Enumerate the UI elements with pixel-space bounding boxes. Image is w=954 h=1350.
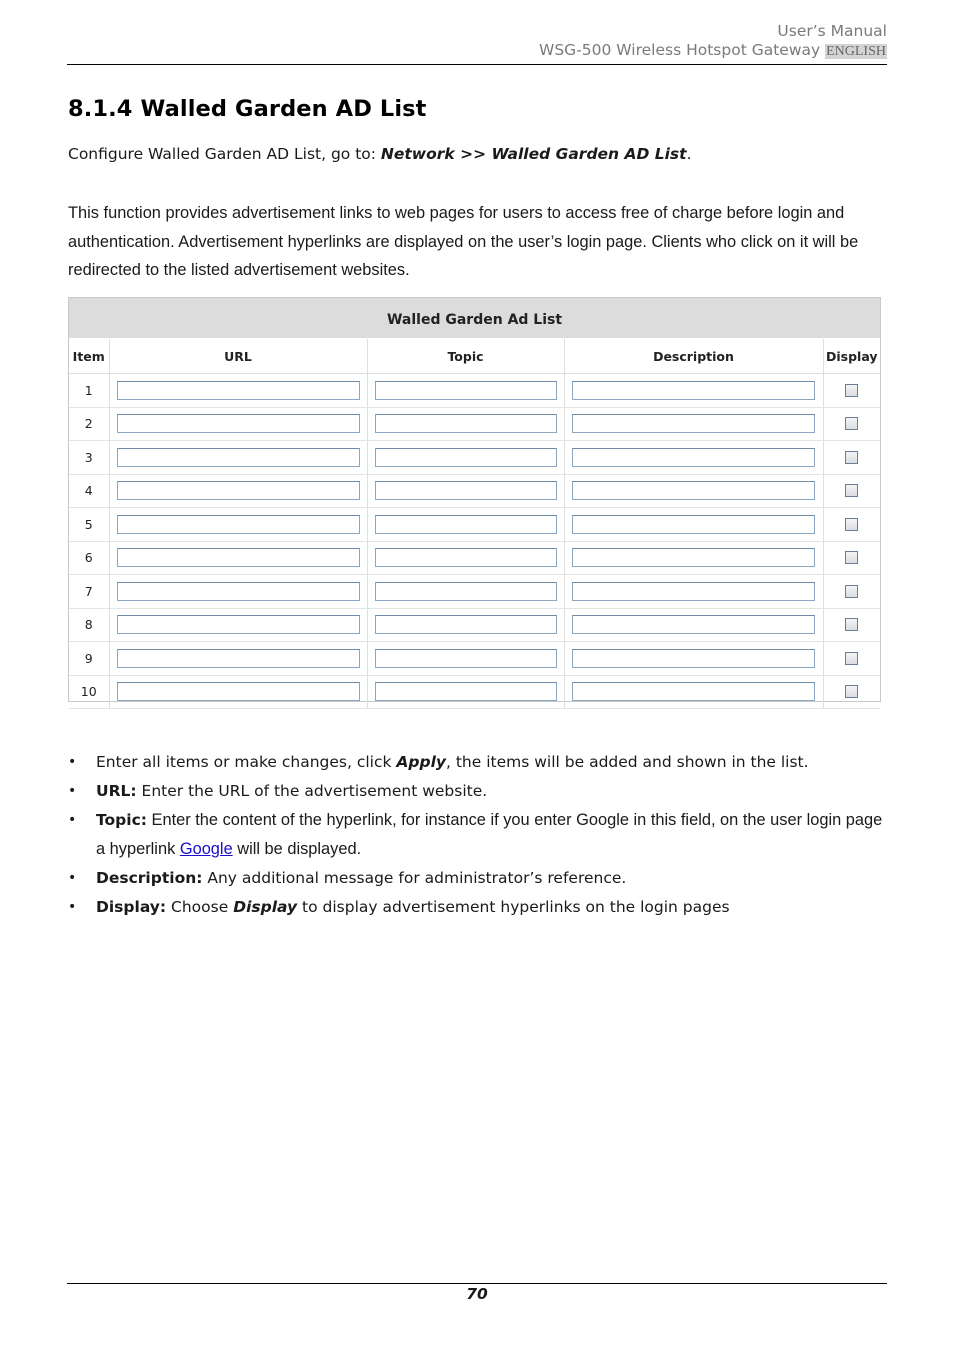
intro-prefix: Configure Walled Garden AD List, go to: — [68, 145, 381, 163]
item-number: 9 — [69, 642, 109, 676]
description-cell — [564, 374, 823, 408]
table-row — [69, 474, 880, 508]
url-cell — [109, 608, 367, 642]
topic-cell — [367, 407, 564, 441]
topic-input[interactable] — [375, 481, 557, 500]
intro-line — [68, 145, 692, 163]
description-cell — [564, 407, 823, 441]
description-paragraph: This function provides advertisement links to web pages for users to access free of charge before login and authentication. Advertisement hyperlinks are displayed on the user’s login page. Clients who click on it will be redirected to the listed advertisement websites. — [68, 204, 859, 279]
description-cell — [564, 541, 823, 575]
topic-input[interactable] — [375, 548, 557, 567]
intro-suffix: . — [686, 145, 692, 163]
url-cell — [109, 374, 367, 408]
list-item — [68, 777, 888, 806]
bullet-text: Enter all items or make changes, click — [96, 753, 397, 771]
description-input[interactable] — [572, 414, 815, 433]
section-title: 8.1.4 Walled Garden AD List — [68, 96, 427, 122]
url-input[interactable] — [117, 414, 360, 433]
table-title-row — [69, 298, 880, 339]
description-cell — [564, 575, 823, 609]
url-input[interactable] — [117, 615, 360, 634]
display-cell — [823, 508, 880, 542]
url-cell — [109, 407, 367, 441]
header-topic: Topic — [367, 339, 564, 374]
table-row — [69, 541, 880, 575]
topic-cell — [367, 474, 564, 508]
table-row — [69, 575, 880, 609]
bullet-label: Description: — [96, 869, 203, 887]
description-cell — [564, 675, 823, 709]
url-input[interactable] — [117, 548, 360, 567]
table-row — [69, 374, 880, 408]
url-cell — [109, 508, 367, 542]
description-cell — [564, 608, 823, 642]
description-cell — [564, 474, 823, 508]
topic-cell — [367, 575, 564, 609]
page-footer — [67, 1283, 887, 1303]
description-input[interactable] — [572, 615, 815, 634]
table-row — [69, 441, 880, 475]
topic-input[interactable] — [375, 515, 557, 534]
list-item — [68, 893, 888, 922]
table-row — [69, 675, 880, 709]
table-row — [69, 508, 880, 542]
display-term: Display — [233, 898, 298, 916]
display-checkbox[interactable] — [845, 652, 858, 665]
topic-input[interactable] — [375, 649, 557, 668]
url-cell — [109, 675, 367, 709]
language-label: ENGLISH — [826, 44, 886, 59]
item-number: 8 — [69, 608, 109, 642]
walled-garden-ad-list-screenshot — [68, 297, 881, 702]
topic-input[interactable] — [375, 381, 557, 400]
description-input[interactable] — [572, 582, 815, 601]
bullet-text: Choose — [166, 898, 234, 916]
description-cell — [564, 642, 823, 676]
url-cell — [109, 441, 367, 475]
description-cell — [564, 441, 823, 475]
topic-input[interactable] — [375, 448, 557, 467]
product-name: WSG-500 Wireless Hotspot Gateway — [539, 41, 821, 59]
item-number: 1 — [69, 374, 109, 408]
manual-label: User’s Manual — [777, 22, 887, 40]
url-input[interactable] — [117, 381, 360, 400]
page-header — [67, 22, 887, 65]
bullet-text: Enter the URL of the advertisement website. — [136, 782, 488, 800]
display-cell — [823, 642, 880, 676]
table-row — [69, 407, 880, 441]
bullet-text: , the items will be added and shown in the list. — [446, 753, 809, 771]
bullet-text: to display advertisement hyperlinks on the login pages — [297, 898, 730, 916]
topic-input[interactable] — [375, 582, 557, 601]
url-input[interactable] — [117, 515, 360, 534]
apply-term: Apply — [396, 753, 446, 771]
display-cell — [823, 675, 880, 709]
bullet-text: Enter the content of the hyperlink, for instance if you enter Google in this field, on the user login page a hyperlink — [96, 811, 883, 858]
bullet-text: will be displayed. — [232, 840, 362, 858]
header-url: URL — [109, 339, 367, 374]
field-descriptions — [68, 748, 888, 922]
url-cell — [109, 541, 367, 575]
description-input[interactable] — [572, 649, 815, 668]
table-title: Walled Garden Ad List — [69, 298, 880, 339]
description-input[interactable] — [572, 381, 815, 400]
topic-input[interactable] — [375, 615, 557, 634]
display-checkbox[interactable] — [845, 484, 858, 497]
url-input[interactable] — [117, 682, 360, 701]
item-number: 4 — [69, 474, 109, 508]
display-cell — [823, 575, 880, 609]
bullet-text: Any additional message for administrator’s reference. — [202, 869, 627, 887]
list-item — [68, 864, 888, 893]
url-cell — [109, 575, 367, 609]
display-checkbox[interactable] — [845, 451, 858, 464]
table-row — [69, 608, 880, 642]
description-input[interactable] — [572, 515, 815, 534]
display-cell — [823, 374, 880, 408]
description-input[interactable] — [572, 481, 815, 500]
list-item — [68, 806, 888, 864]
ad-list-table — [69, 298, 880, 709]
topic-cell — [367, 374, 564, 408]
bullet-label: Topic: — [96, 811, 147, 829]
display-checkbox[interactable] — [845, 384, 858, 397]
topic-cell — [367, 508, 564, 542]
table-row — [69, 642, 880, 676]
display-cell — [823, 541, 880, 575]
header-item: Item — [69, 339, 109, 374]
description-cell — [564, 508, 823, 542]
description-input[interactable] — [572, 682, 815, 701]
display-cell — [823, 441, 880, 475]
topic-cell — [367, 675, 564, 709]
item-number: 2 — [69, 407, 109, 441]
header-description: Description — [564, 339, 823, 374]
topic-cell — [367, 441, 564, 475]
google-link[interactable]: Google — [179, 840, 233, 858]
display-checkbox[interactable] — [845, 685, 858, 698]
item-number: 3 — [69, 441, 109, 475]
display-cell — [823, 474, 880, 508]
item-number: 7 — [69, 575, 109, 609]
display-checkbox[interactable] — [845, 585, 858, 598]
description-input[interactable] — [572, 448, 815, 467]
url-input[interactable] — [117, 649, 360, 668]
topic-input[interactable] — [375, 414, 557, 433]
product-line — [67, 41, 887, 61]
display-checkbox[interactable] — [845, 518, 858, 531]
page-number: 70 — [466, 1285, 488, 1303]
url-cell — [109, 642, 367, 676]
topic-cell — [367, 608, 564, 642]
display-cell — [823, 608, 880, 642]
header-display: Display — [823, 339, 880, 374]
display-checkbox[interactable] — [845, 551, 858, 564]
item-number: 6 — [69, 541, 109, 575]
item-number: 10 — [69, 675, 109, 709]
menu-path: Network >> Walled Garden AD List — [380, 145, 687, 163]
url-input[interactable] — [117, 448, 360, 467]
url-cell — [109, 474, 367, 508]
item-number: 5 — [69, 508, 109, 542]
bullet-label: Display: — [96, 898, 167, 916]
url-input[interactable] — [117, 582, 360, 601]
display-checkbox[interactable] — [845, 417, 858, 430]
topic-cell — [367, 541, 564, 575]
table-header-row — [69, 339, 880, 374]
bullet-label: URL: — [96, 782, 137, 800]
description-input[interactable] — [572, 548, 815, 567]
display-cell — [823, 407, 880, 441]
list-item — [68, 748, 888, 777]
topic-cell — [367, 642, 564, 676]
url-input[interactable] — [117, 481, 360, 500]
topic-input[interactable] — [375, 682, 557, 701]
display-checkbox[interactable] — [845, 618, 858, 631]
